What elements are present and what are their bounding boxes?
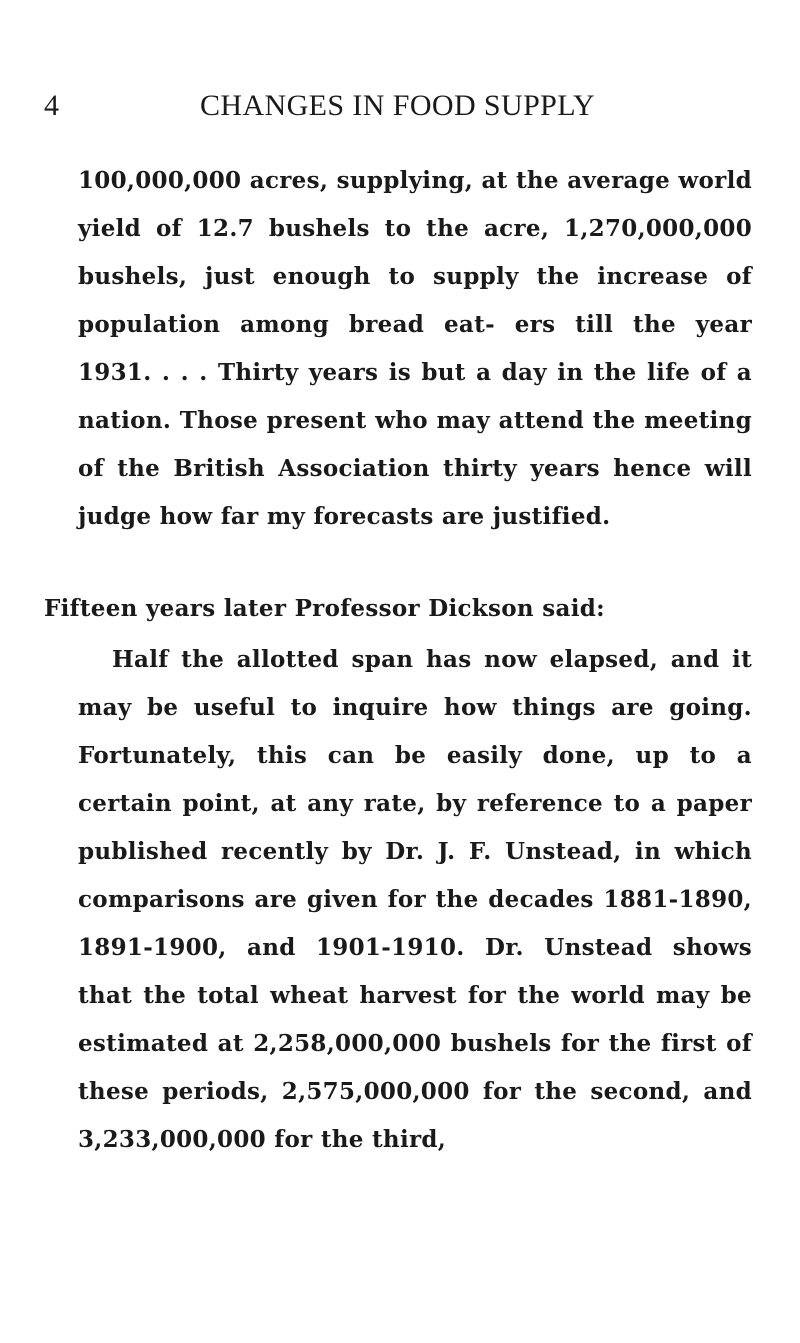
quoted-passage-2-text: Half the allotted span has now elapsed, and it may be useful to inquire how things are going. Fortunately, this can be easily done, up to a certain point, at any rate, by reference to a paper published recently by Dr. J. F. Unstead, in which comparisons are given for the decades 1881-1890, 1891-1900, and 1901-1910. Dr. Unstead shows that the total wheat harvest for the world may be estimated at 2,258,000,000 bushels for the first of these periods, 2,575,000,000 for the second, and 3,233,000,000 for the third, [78, 646, 752, 1153]
running-title: CHANGES IN FOOD SUPPLY [200, 89, 596, 122]
page-number: 4 [44, 89, 60, 122]
quoted-passage-1: 100,000,000 acres, supplying, at the average world yield of 12.7 bushels to the acre, 1,270,000,000 bushels, just enough to supply the increase of population among bread eat- ers till the year 1931. . . . Thirty years is but a day in the life of a nation. Those present who may attend the meeting of the British Association thirty years hence will judge how far my forecasts are justified. [78, 167, 752, 530]
running-head [44, 88, 744, 124]
quoted-passage-2 [78, 636, 752, 1164]
body-paragraph: Fifteen years later Professor Dickson said: [44, 595, 605, 622]
